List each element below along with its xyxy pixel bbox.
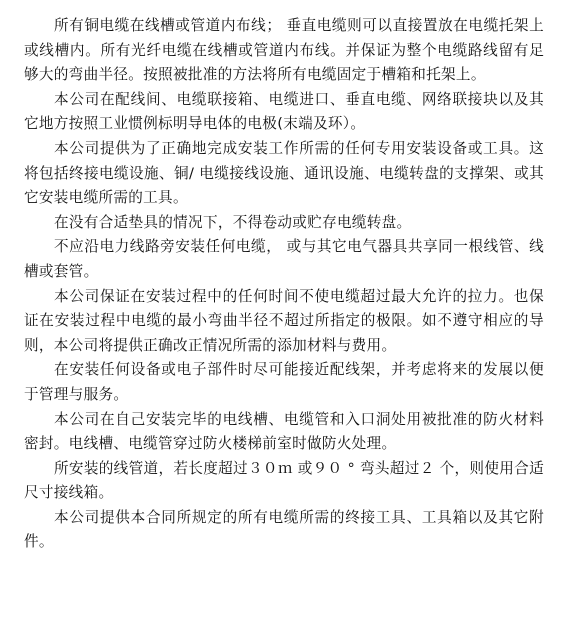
paragraph-conductor-marking: 本公司在配线间、电缆联接箱、电缆进口、垂直电缆、网络联接块以及其它地方按照工业惯例标明导电体的电极(末端及环）。 [24, 90, 544, 133]
document-body [24, 14, 544, 555]
paragraph-reel-storage: 在没有合适垫具的情况下，不得卷动或贮存电缆转盘。 [54, 213, 412, 231]
paragraph-junction-boxes: 所安装的线管道，若长度超过３０ｍ 或９０ ° 弯头超过２ 个，则使用合适尺寸接线箱。 [24, 459, 544, 502]
paragraph-cable-routing: 所有铜电缆在线槽或管道内布线； 垂直电缆则可以直接置放在电缆托架上或线槽内。所有光纤电缆在线槽或管道内布线。并保证为整个电缆路线留有足够大的弯曲半径。按照被批准的方法将所有电缆固定于槽箱和托架上。 [24, 17, 544, 84]
paragraph-equipment-placement: 在安装任何设备或电子部件时尽可能接近配线架，并考虑将来的发展以便于管理与服务。 [24, 361, 544, 403]
paragraph-pulling-tension: 本公司保证在安装过程中的任何时间不使电缆超过最大允许的拉力。也保证在安装过程中电缆的最小弯曲半径不超过所指定的极限。如不遵守相应的导则，本公司将提供正确改正情况所需的添加材料与费用。 [24, 287, 544, 354]
paragraph-special-tools: 本公司提供为了正确地完成安装工作所需的任何专用安装设备或工具。这将包括终接电缆设施、铜/ 电缆接线设施、通讯设施、电缆转盘的支撑架、或其它安装电缆所需的工具。 [24, 139, 544, 207]
paragraph-fire-sealing: 本公司在自己安装完毕的电线槽、电缆管和入口洞处用被批准的防火材料密封。电线槽、电缆管穿过防火楼梯前室时做防火处理。 [24, 410, 544, 453]
paragraph-termination-tools: 本公司提供本合同所规定的所有电缆所需的终接工具、工具箱以及其它附件。 [24, 508, 544, 551]
paragraph-power-line-separation: 不应沿电力线路旁安装任何电缆， 或与其它电气器具共享同一根线管、线槽或套管。 [24, 238, 544, 280]
